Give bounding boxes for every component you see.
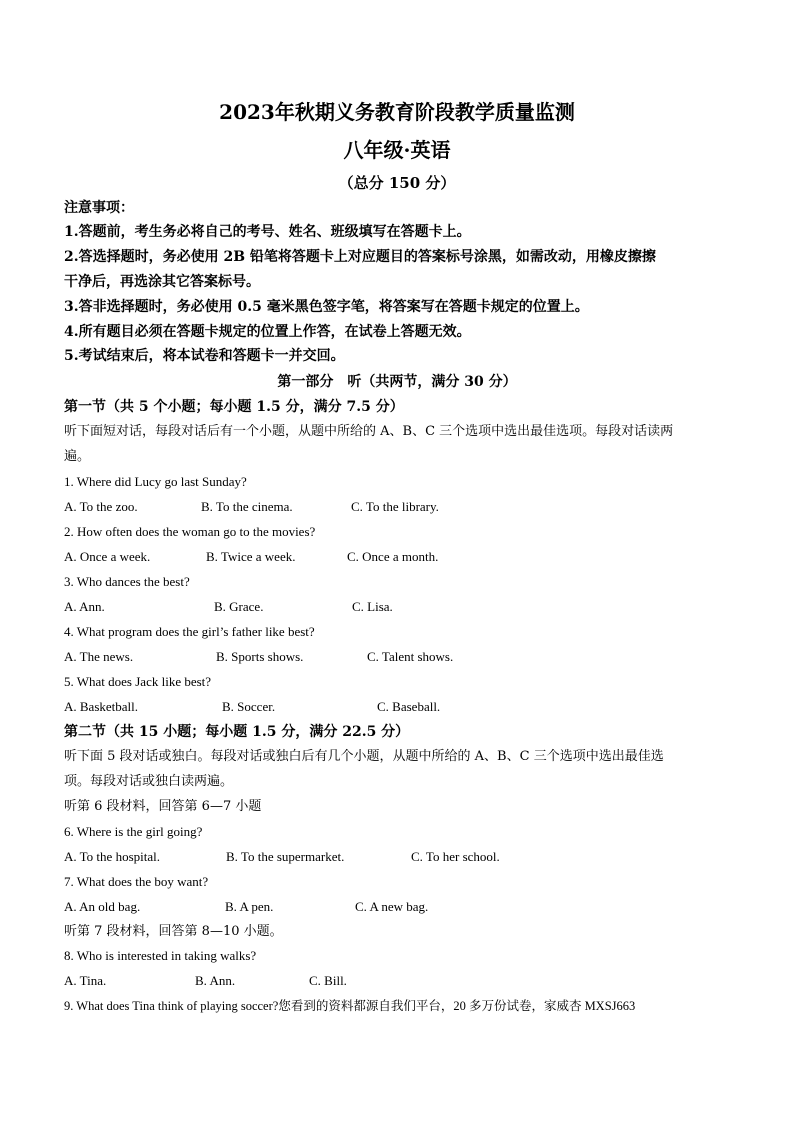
question-7: 7. What does the boy want?	[64, 874, 209, 889]
option-c: C. Baseball.	[377, 699, 441, 714]
option-b: B. To the cinema.	[201, 499, 293, 514]
section1-instruction-1: 听下面短对话，每段对话后有一个小题，从题中所给的 A、B、C 三个选项中选出最佳选项。每段对话读两	[64, 424, 674, 439]
option-c: C. Lisa.	[352, 599, 393, 614]
notice-item-1: 1.答题前，考生务必将自己的考号、姓名、班级填写在答题卡上。	[64, 224, 471, 240]
option-a: A. The news.	[64, 649, 134, 664]
option-a: A. Ann.	[64, 599, 105, 614]
option-b: B. Grace.	[214, 599, 264, 614]
section1-instruction-2: 遍。	[64, 449, 91, 464]
section1-title: 第一节（共 5 个小题；每小题 1.5 分，满分 7.5 分）	[64, 399, 404, 415]
exam-title: 2023年秋期义务教育阶段教学质量监测	[219, 100, 575, 124]
option-b: B. Soccer.	[222, 699, 276, 714]
option-a: A. Tina.	[64, 973, 107, 988]
section2-title: 第二节（共 15 小题；每小题 1.5 分，满分 22.5 分）	[64, 724, 410, 740]
option-b: B. Twice a week.	[206, 549, 296, 564]
notice-item-2: 2.答选择题时，务必使用 2B 铅笔将答题卡上对应题目的答案标号涂黑，如需改动，用橡皮擦擦	[64, 249, 656, 265]
exam-subject: 八年级·英语	[343, 138, 451, 162]
section2-instruction-1: 听下面 5 段对话或独白。每段对话或独白后有几个小题，从题中所给的 A、B、C 三个选项中选出最佳选	[64, 749, 664, 764]
material-6-heading: 听第 6 段材料，回答第 6—7 小题	[64, 799, 262, 814]
option-b: B. Sports shows.	[216, 649, 304, 664]
notice-heading: 注意事项：	[64, 200, 134, 216]
exam-total-score: （总分 150 分）	[338, 174, 456, 192]
question-8: 8. Who is interested in taking walks?	[64, 948, 257, 963]
option-a: A. An old bag.	[64, 899, 141, 914]
question-2: 2. How often does the woman go to the movies?	[64, 524, 316, 539]
question-9: 9. What does Tina think of playing soccer?您看到的资料都源自我们平台，20 多万份试卷，家威杏 MXSJ663	[64, 999, 636, 1013]
question-1: 1. Where did Lucy go last Sunday?	[64, 474, 247, 489]
option-c: C. Once a month.	[347, 549, 439, 564]
option-b: B. Ann.	[195, 973, 236, 988]
question-3: 3. Who dances the best?	[64, 574, 190, 589]
part1-title: 第一部分 听（共两节，满分 30 分）	[277, 374, 517, 390]
question-5: 5. What does Jack like best?	[64, 674, 212, 689]
material-7-heading: 听第 7 段材料，回答第 8—10 小题。	[64, 924, 283, 939]
notice-item-4: 4.所有题目必须在答题卡规定的位置上作答，在试卷上答题无效。	[64, 324, 471, 340]
option-c: C. To the library.	[351, 499, 439, 514]
option-a: A. Basketball.	[64, 699, 139, 714]
notice-item-3: 3.答非选择题时，务必使用 0.5 毫米黑色签字笔，将答案写在答题卡规定的位置上。	[64, 299, 589, 315]
option-b: B. To the supermarket.	[226, 849, 345, 864]
notice-item-2-cont: 干净后，再选涂其它答案标号。	[64, 274, 260, 290]
option-a: A. To the zoo.	[64, 499, 138, 514]
option-c: C. A new bag.	[355, 899, 429, 914]
notice-item-5: 5.考试结束后，将本试卷和答题卡一并交回。	[64, 348, 345, 364]
option-c: C. To her school.	[411, 849, 500, 864]
question-6: 6. Where is the girl going?	[64, 824, 203, 839]
question-4: 4. What program does the girl’s father like best?	[64, 624, 315, 639]
option-a: A. To the hospital.	[64, 849, 160, 864]
option-c: C. Talent shows.	[367, 649, 454, 664]
option-b: B. A pen.	[225, 899, 274, 914]
section2-instruction-2: 项。每段对话或独白读两遍。	[64, 774, 234, 789]
option-a: A. Once a week.	[64, 549, 151, 564]
option-c: C. Bill.	[309, 973, 347, 988]
